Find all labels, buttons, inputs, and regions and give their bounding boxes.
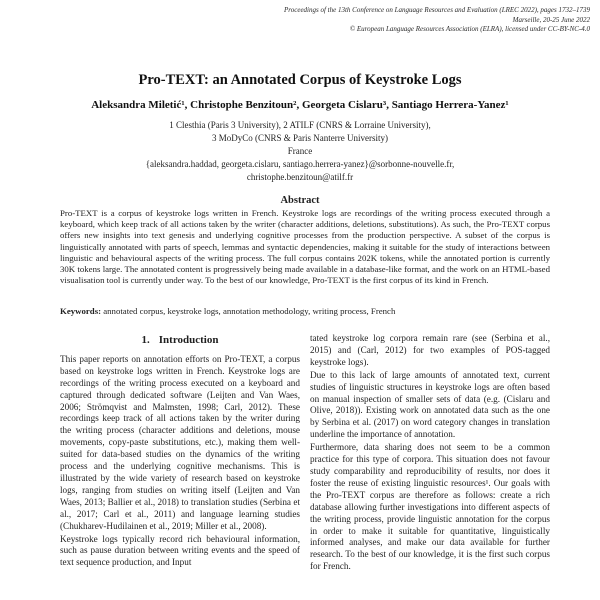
proceedings-line: Proceedings of the 13th Conference on Language Resources and Evaluation (LREC 2022), pages 1732–1739 (283, 6, 590, 14)
section-heading-introduction (60, 335, 300, 347)
author-emails: {aleksandra.haddad, georgeta.cislaru, santiago.herrera-yanez}@sorbonne-nouvelle.fr, (145, 159, 455, 169)
body-paragraph: Furthermore, data sharing does not seem to be a common practice for this type of corpora. This situation does not favour study comparability and reproducibility of results, nor does it foster the reuse of existing linguistic resources¹. Our goals with the Pro-TEXT corpus are therefore as follows: create a rich database allowing further investigations into different aspects of the writing process, provide linguistic annotation for the corpus in order to make it suitable for quantitative, linguistically informed analyses, and make our data available for further research. To the best of our knowledge, it is the first such corpus for French. (310, 442, 550, 572)
section-number: 1. (141, 334, 150, 346)
right-column (310, 333, 550, 600)
left-column (60, 333, 300, 600)
author-emails: christophe.benzitoun@atilf.fr (246, 172, 354, 182)
proceedings-license: © European Language Resources Association (ELRA), licensed under CC-BY-NC-4.0 (349, 25, 590, 33)
proceedings-header (284, 6, 590, 35)
section-title: Introduction (158, 334, 219, 346)
keywords-line (60, 306, 550, 317)
paper-title: Pro-TEXT: an Annotated Corpus of Keystroke Logs (138, 72, 462, 88)
body-paragraph: Keystroke logs typically record rich behavioural information, such as pause duration between writing events and the speed of text sequence production, and Input (60, 533, 300, 568)
body-paragraph: tated keystroke log corpora remain rare (see (Serbina et al., 2015) and (Carl, 2012) for two examples of POS-tagged keystroke logs). (310, 333, 550, 367)
abstract-heading: Abstract (280, 195, 320, 206)
proceedings-location-date: Marseille, 20-25 June 2022 (512, 15, 590, 24)
affiliation-line: 3 MoDyCo (CNRS & Paris Nanterre University) (212, 133, 388, 143)
body-columns (60, 333, 550, 600)
body-paragraph: Due to this lack of large amounts of annotated text, current studies of linguistic structures in keystroke logs are often based on manual inspection of smaller sets of data (e.g. (Cislaru and Olive, 2018)). Existing work on annotated data such as the one by Serbina et al. (2017) on word category changes in translation underline the importance of annotation. (310, 369, 550, 440)
affiliation-country: France (287, 146, 313, 156)
abstract-text: Pro-TEXT is a corpus of keystroke logs written in French. Keystroke logs are recordings of the writing process executed through a keyboard, which keep track of all actions taken by the writer (character additions, deletions, substitutions). As such, the Pro-TEXT corpus offers new insights into text genesis and underlying cognitive processes from the production perspective. A subset of the corpus is linguistically annotated with parts of speech, lemmas and syntactic dependencies, making it suitable for the study of interactions between linguistic and behavioural aspects of the writing process. The full corpus contains 202K tokens, while the annotated portion is currently 30K tokens large. The annotated content is progressively being made available in a database-like format, and the work on an HTML-based visualisation tool is currently under way. To the best of our knowledge, Pro-TEXT is the first corpus of its kind in French. (60, 208, 550, 286)
affiliation-line: 1 Clesthia (Paris 3 University), 2 ATILF (CNRS & Lorraine University), (169, 120, 431, 130)
keywords-label: Keywords: (60, 306, 102, 316)
keywords-text: annotated corpus, keystroke logs, annotation methodology, writing process, French (101, 306, 396, 316)
affiliations-block (0, 119, 600, 184)
author-line: Aleksandra Miletić¹, Christophe Benzitoun², Georgeta Cislaru³, Santiago Herrera-Yanez¹ (91, 99, 509, 111)
body-paragraph: This paper reports on annotation efforts on Pro-TEXT, a corpus based on keystroke logs written in French. Keystroke logs are recordings of the writing process executed on a keyboard and captured through dedicated software (Leijten and Van Waes, 2006; Strömqvist and Malmsten, 1998; Carl, 2012). These recordings keep track of all actions taken by the writer during the writing process (character additions and deletions, mouse movements, copy-paste substitutions, etc.), making them well-suited for data-based studies on the dynamics of the writing process and the underlying cognitive mechanisms. This is illustrated by the wide variety of research based on keystroke logs, ranging from studies on writing itself (Leijten and Van Waes, 2013; Ballier et al., 2018) to translation studies (Serbina et al., 2017; Carl et al., 2011) and language learning studies (Chukharev-Hudilainen et al., 2019; Miller et al., 2008). (60, 353, 300, 531)
